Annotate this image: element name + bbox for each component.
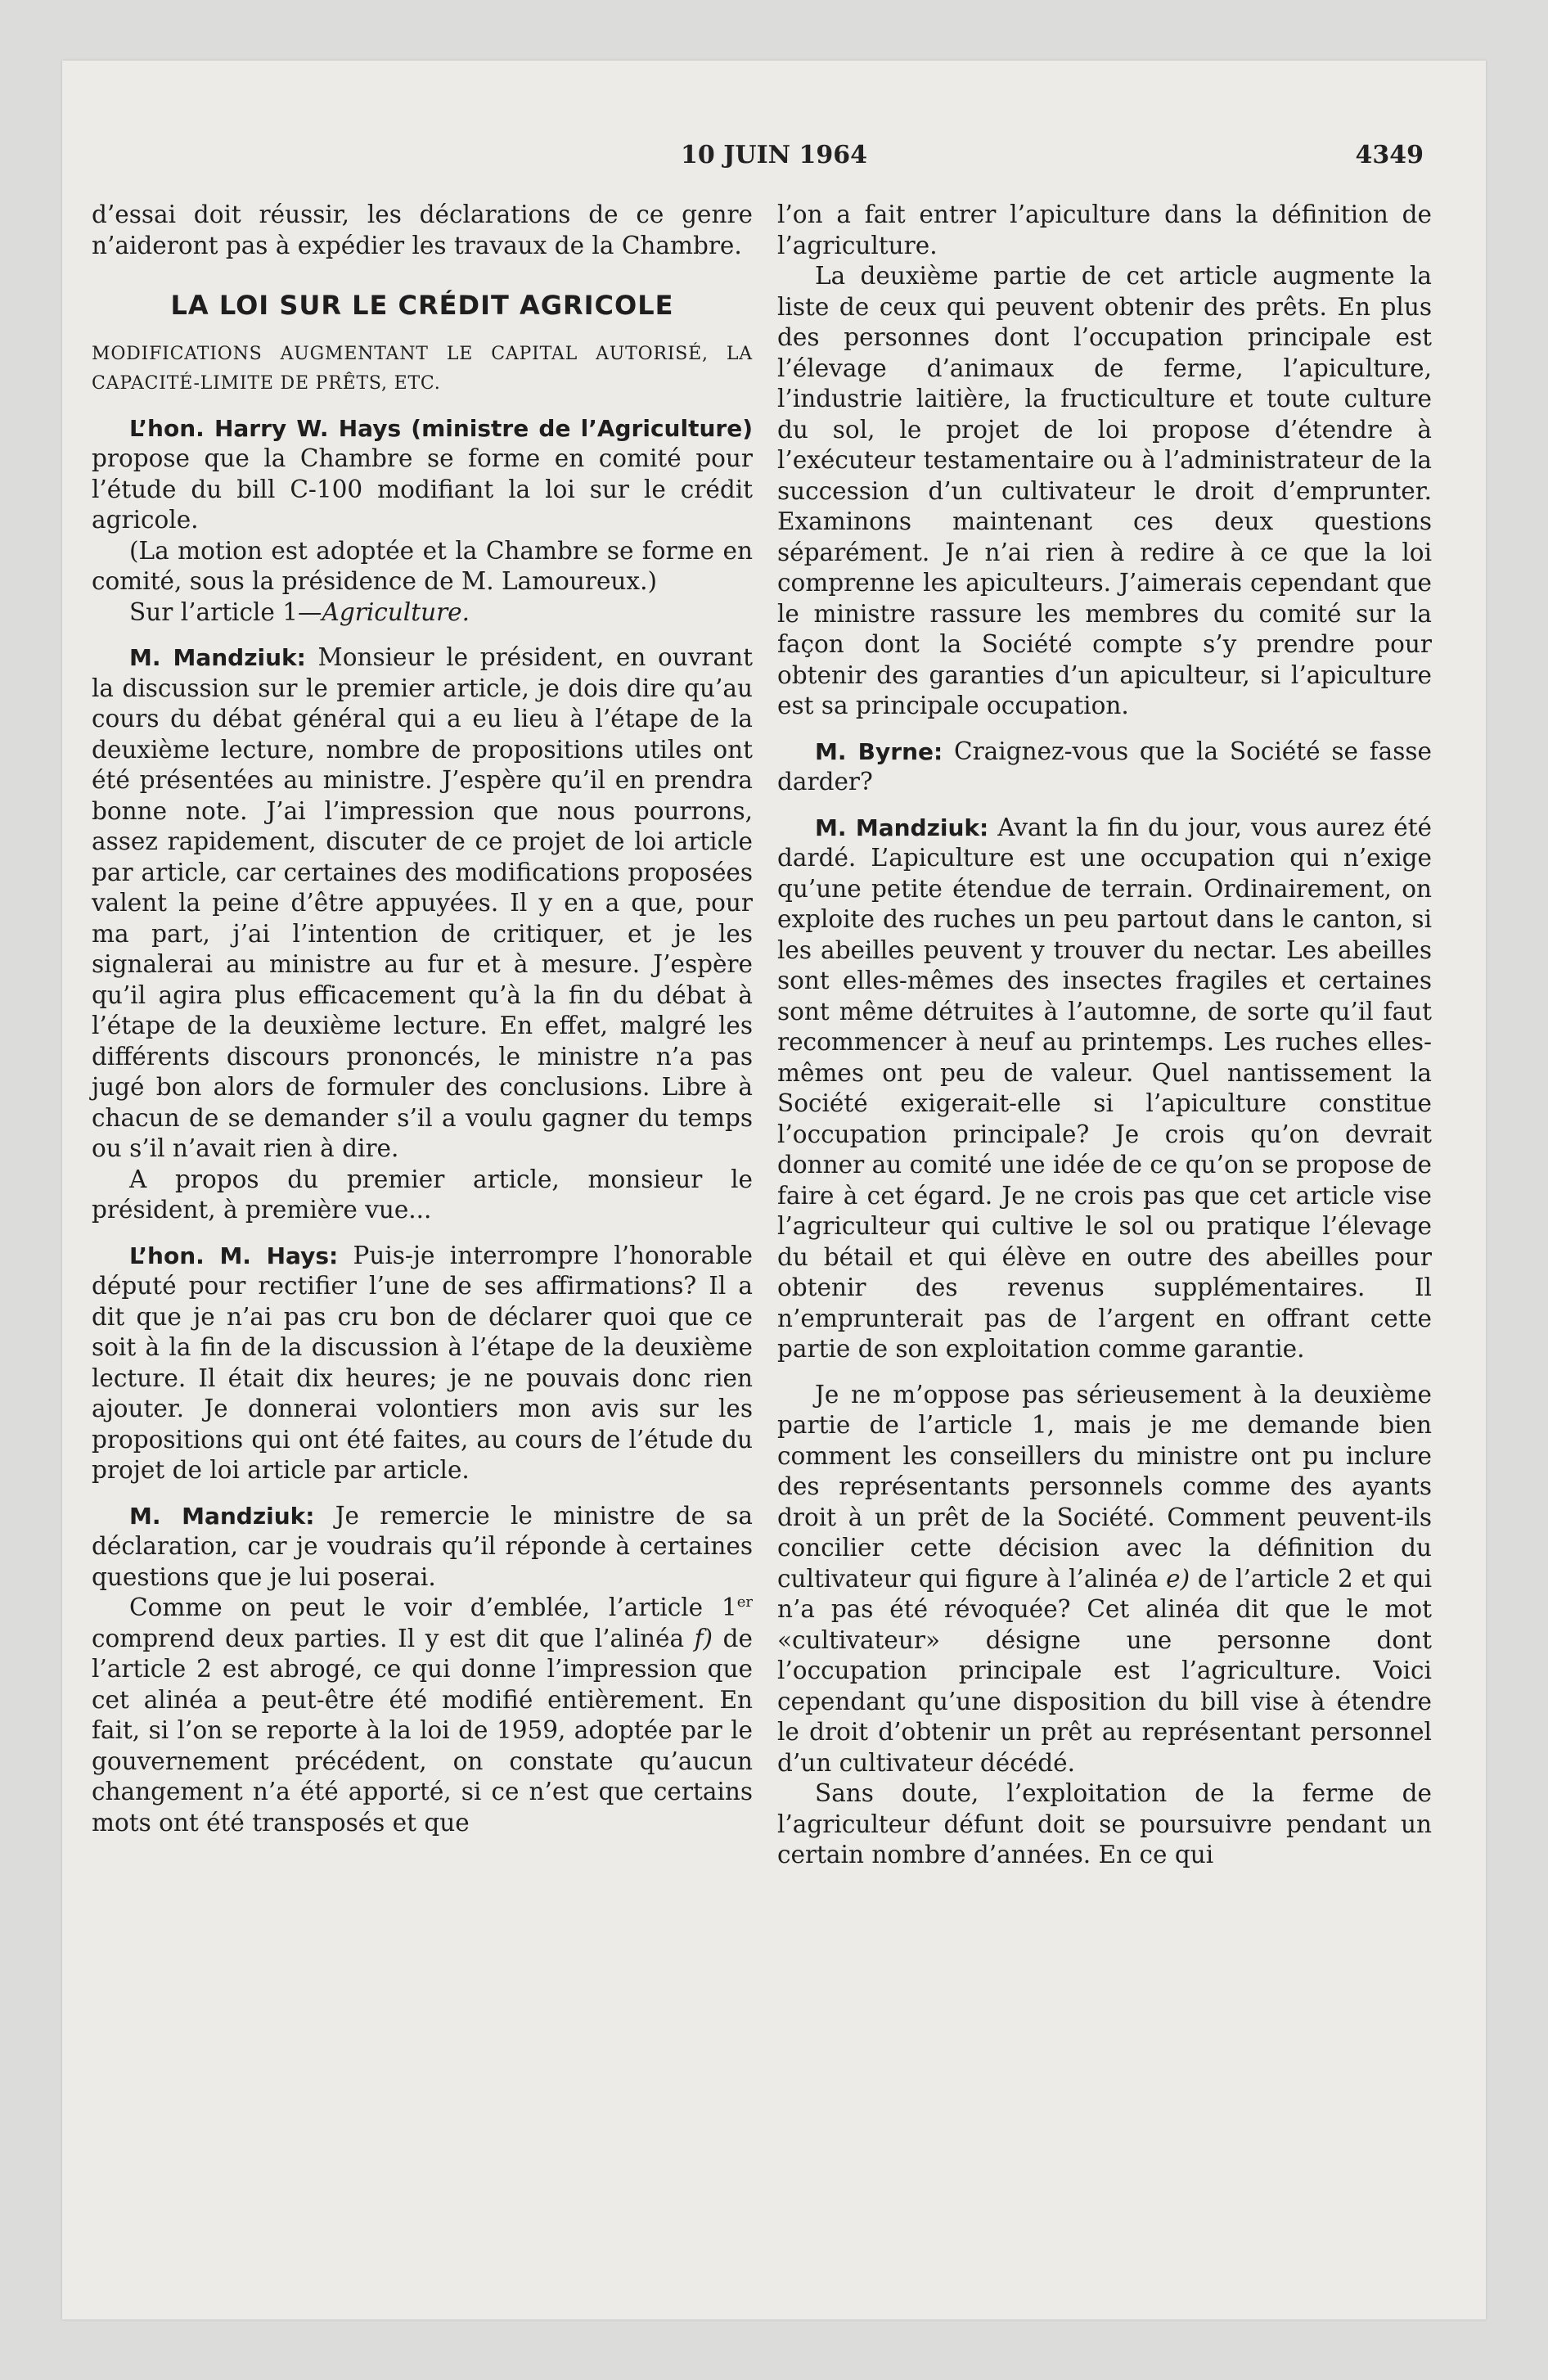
article-ref: Sur l’article 1— [129, 597, 322, 626]
speech-text: Craignez-vous que la Société se fasse darder? [777, 737, 1432, 796]
paragraph [92, 597, 753, 629]
paragraph [777, 1380, 1432, 1779]
speech-text: Puis-je interrompre l’honorable député pour rectifier l’une de ses affirmations? Il a dit que je n’ai pas cru bon de déclarer quoi que ce soit à la fin de la discussion à l’étape de la deuxième lecture. Il était dix heures; je ne pouvais donc rien ajouter. Je donnerai volontiers mon avis sur les propositions qui ont été faites, au cours de l’étude du projet de loi article par article. [92, 1241, 754, 1484]
document-page [62, 61, 1486, 2319]
paragraph [92, 1593, 753, 1838]
italic-ref: f) [694, 1624, 713, 1652]
paragraph: d’essai doit réussir, les déclarations de ce genre n’aideront pas à expédier les travaux de la Chambre. [92, 201, 753, 259]
speech-text: Monsieur le président, en ouvrant la discussion sur le premier article, je dois dire qu’au cours du débat général qui a eu lieu à l’étape de la deuxième lecture, nombre de propositions utiles ont été présentées au ministre. J’espère qu’il en prendra bonne note. J’ai l’impression que nous pourrons, assez rapidement, discuter de ce projet de loi article par article, car certaines des modifications proposées valent la peine d’être appuyées. Il y en a que, pour ma part, j’ai l’intention de critiquer, et je les signalerai au ministre au fur et à mesure. J’espère qu’il agira plus efficacement qu’à la fin du débat à l’étape de la deuxième lecture. En effet, malgré les différents discours prononcés, le ministre n’a pas jugé bon alors de formuler des conclusions. Libre à chacun de se demander s’il a voulu gagner du temps ou s’il n’avait rien à dire. [92, 643, 753, 1162]
paragraph: l’on a fait entrer l’apiculture dans la définition de l’agriculture. [777, 201, 1432, 259]
page-header [62, 141, 1486, 174]
speaker-name: M. Byrne: [815, 737, 943, 765]
page-number: 4349 [1355, 141, 1424, 169]
paragraph [777, 737, 1432, 798]
section-subheading: MODIFICATIONS AUGMENTANT LE CAPITAL AUTORISÉ, LA CAPACITÉ-LIMITE DE PRÊTS, ETC. [92, 343, 753, 394]
speaker-name: M. Mandziuk: [129, 1502, 315, 1530]
speech-text: Je remercie le ministre de sa déclaration, car je voudrais qu’il réponde à certaines questions que je lui poserai. [92, 1501, 753, 1591]
section-heading: LA LOI SUR LE CRÉDIT AGRICOLE [170, 290, 674, 321]
paragraph [92, 1241, 753, 1486]
paragraph [92, 1501, 753, 1593]
speaker-name: L’hon. Harry W. Hays (ministre de l’Agriculture) [129, 414, 753, 442]
paragraph [777, 813, 1432, 1365]
text-run: de l’article 2 et qui n’a pas été révoquée? Cet alinéa dit que le mot «cultivateur» désigne une personne dont l’occupation principale est l’agriculture. Voici cependant qu’une disposition du bill vise à étendre le droit d’obtenir un prêt au représentant personnel d’un cultivateur décédé. [777, 1564, 1432, 1777]
paragraph [92, 413, 753, 536]
speaker-name: L’hon. M. Hays: [129, 1242, 339, 1269]
italic-ref: e) [1166, 1564, 1190, 1593]
text-run: comprend deux parties. Il y est dit que l’alinéa [92, 1624, 695, 1652]
text-run: Comme on peut le voir d’emblée, l’article 1 [129, 1593, 737, 1621]
speaker-name: M. Mandziuk: [129, 644, 306, 671]
superscript: er [736, 1593, 753, 1611]
text-run: de l’article 2 est abrogé, ce qui donne l’impression que cet alinéa a peut-être été modifié entièrement. En fait, si l’on se reporte à la loi de 1959, adoptée par le gouvernement précédent, on constate qu’aucun changement n’a été apporté, si ce n’est que certains mots ont été transposés et que [92, 1624, 753, 1837]
paragraph: La deuxième partie de cet article augmente la liste de ceux qui peuvent obtenir des prêts. En plus des personnes dont l’occupation principale est l’élevage d’animaux de ferme, l’apiculture, l’industrie laitière, la fructiculture et toute culture du sol, le projet de loi propose d’étendre à l’exécuteur testamentaire ou à l’administrateur de la succession d’un cultivateur le droit d’emprunter. Examinons maintenant ces deux questions séparément. Je n’ai rien à redire à ce que la loi comprenne les apiculteurs. J’aimerais cependant que le ministre rassure les membres du comité sur la façon dont la Société compte s’y prendre pour obtenir des garanties d’un apiculteur, si l’apiculture est sa principale occupation. [777, 262, 1432, 719]
paragraph [92, 642, 753, 1165]
speech-text: propose que la Chambre se forme en comité pour l’étude du bill C-100 modifiant la loi sur le crédit agricole. [92, 444, 753, 534]
speech-text: Avant la fin du jour, vous aurez été dardé. L’apiculture est une occupation qui n’exige qu’une petite étendue de terrain. Ordinairement, on exploite des ruches un peu partout dans le canton, si les abeilles peuvent y trouver du nectar. Les abeilles sont elles-mêmes des insectes fragiles et certaines sont même détruites à l’automne, de sorte qu’il faut recommencer à neuf au printemps. Les ruches elles-mêmes ont peu de valeur. Quel nantissement la Société exigerait-elle si l’apiculture constitue l’occupation principale? Je crois qu’on devrait donner au comité une idée de ce qu’on se propose de faire à cet égard. Je ne crois pas que cet article vise l’agriculteur qui cultive le sol ou pratique l’élevage du bétail et qui élève en outre des abeilles pour obtenir des revenus supplémentaires. Il n’emprunterait pas de l’argent en offrant cette partie de son exploitation comme garantie. [777, 813, 1432, 1363]
speaker-name: M. Mandziuk: [815, 814, 989, 841]
header-date: 10 JUIN 1964 [681, 141, 867, 169]
left-column [92, 200, 753, 1838]
paragraph: A propos du premier article, monsieur le président, à première vue... [92, 1165, 753, 1224]
article-title: Agriculture. [322, 597, 470, 626]
text-run: Je ne m’oppose pas sérieusement à la deuxième partie de l’article 1, mais je me demande bien comment les conseillers du ministre ont pu inclure des représentants personnels comme des ayants droit à un prêt de la Société. Comment peuvent-ils concilier cette décision avec la définition du cultivateur qui figure à l’alinéa [777, 1380, 1432, 1593]
paragraph: (La motion est adoptée et la Chambre se forme en comité, sous la présidence de M. Lamoureux.) [92, 536, 753, 595]
right-column [777, 200, 1432, 1871]
paragraph: Sans doute, l’exploitation de la ferme de l’agriculteur défunt doit se poursuivre pendant un certain nombre d’années. En ce qui [777, 1779, 1432, 1868]
